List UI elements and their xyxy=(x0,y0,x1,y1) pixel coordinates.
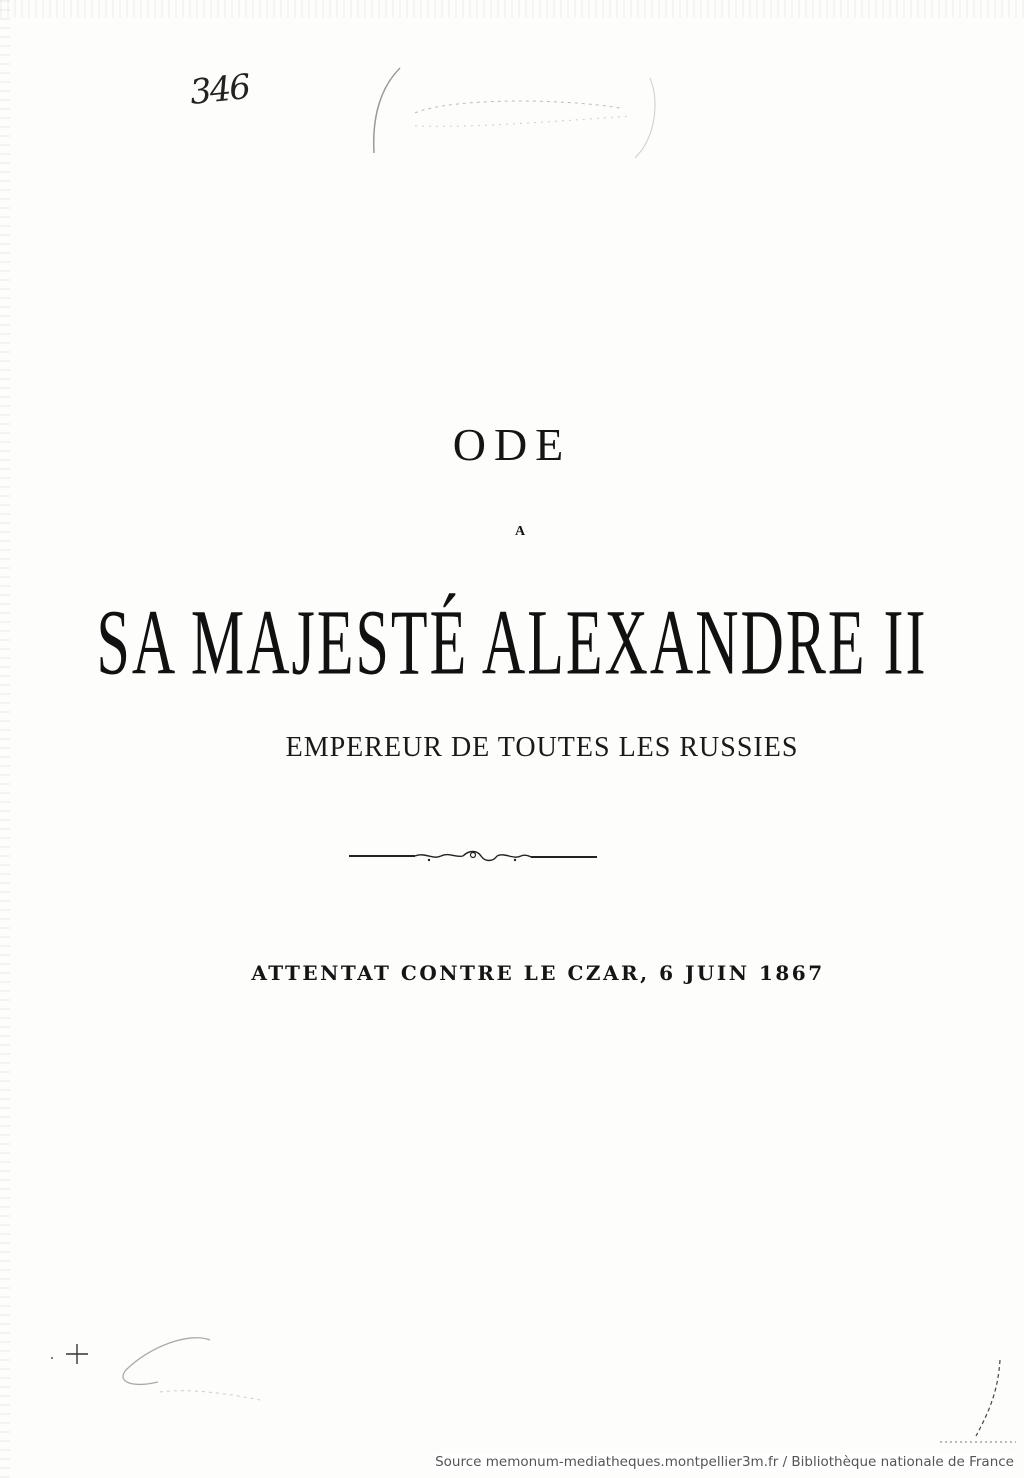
handwritten-shelfmark: 346 xyxy=(188,67,251,113)
occasion-line: ATTENTAT CONTRE LE CZAR, 6 JUIN 1867 xyxy=(251,961,825,985)
corner-pencil-mark xyxy=(920,1350,1020,1450)
dedicatee-heading: SA MAJESTÉ ALEXANDRE II xyxy=(96,591,928,694)
source-attribution: Source memonum-mediatheques.montpellier3m.fr / Bibliothèque nationale de France xyxy=(435,1454,1014,1470)
faded-signature-mark xyxy=(40,1330,280,1420)
preposition-a: A xyxy=(514,524,526,539)
title-ode: ODE xyxy=(452,419,572,470)
decorative-rule-icon xyxy=(345,838,601,872)
faded-stamp-mark xyxy=(360,58,680,168)
scan-edge-top xyxy=(0,0,1024,18)
subtitle-emperor: EMPEREUR DE TOUTES LES RUSSIES xyxy=(285,732,799,763)
